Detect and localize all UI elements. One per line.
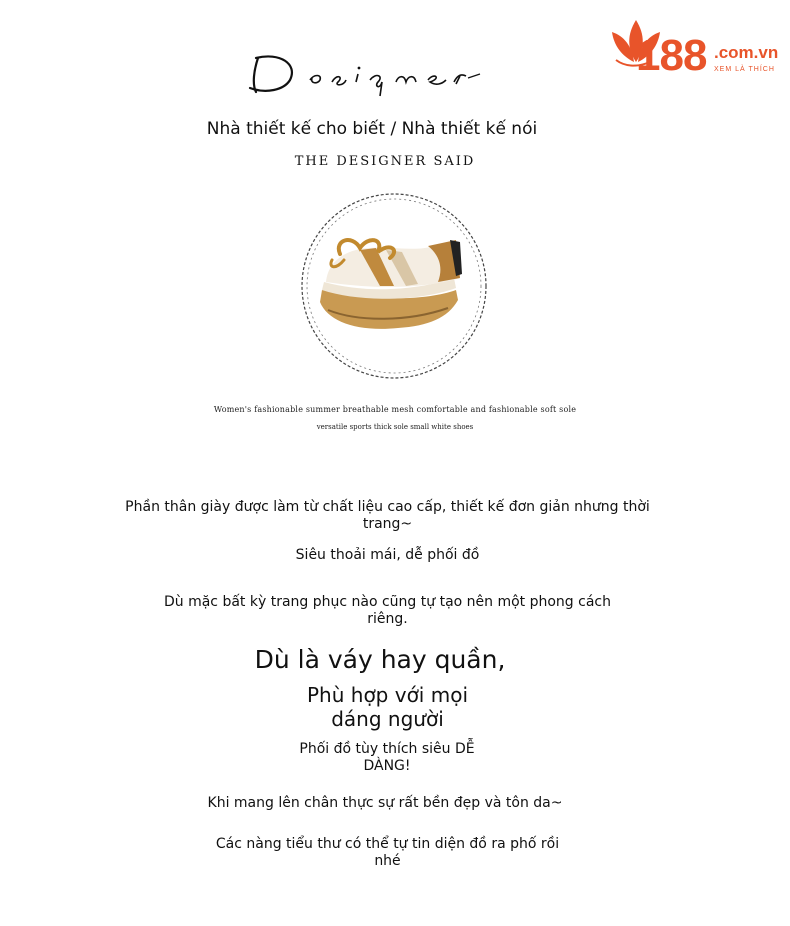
logo-tagline: XEM LÀ THÍCH [714,66,775,73]
logo-number: 188 [636,31,707,80]
headline-dress-or-pants: Dù là váy hay quần, [254,645,506,674]
product-caption-line2: versatile sports thick sole small white shoes [316,423,474,431]
designer-title-vn: Nhà thiết kế cho biết / Nhà thiết kế nói [206,119,538,139]
product-caption-line1: Women's fashionable summer breathable mesh comfortable and fashionable soft sole [213,405,577,414]
description-line-confident: Các nàng tiểu thư có thể tự tin diện đồ ra phố rồi nhé [215,836,560,869]
designer-signature [240,40,490,100]
description-line-easy-match: Phối đồ tùy thích siêu DỄ DÀNG! [299,741,475,774]
description-line-comfort: Siêu thoải mái, dễ phối đồ [295,547,480,563]
platform-sneaker-image [298,190,490,382]
logo-domain: .com.vn [714,43,779,62]
description-line-material: Phần thân giày được làm từ chất liệu cao cấp, thiết kế đơn giản nhưng thời trang~ [125,499,650,532]
description-line-style: Dù mặc bất kỳ trang phục nào cũng tự tạo nên một phong cách riêng. [163,594,611,627]
designer-title-en: THE DESIGNER SAID [294,154,476,169]
site-logo[interactable] [606,14,786,82]
description-line-durable: Khi mang lên chân thực sự rất bền đẹp và tôn da~ [207,795,563,811]
headline-fits-all: Phù hợp với mọi dáng người [307,683,468,731]
